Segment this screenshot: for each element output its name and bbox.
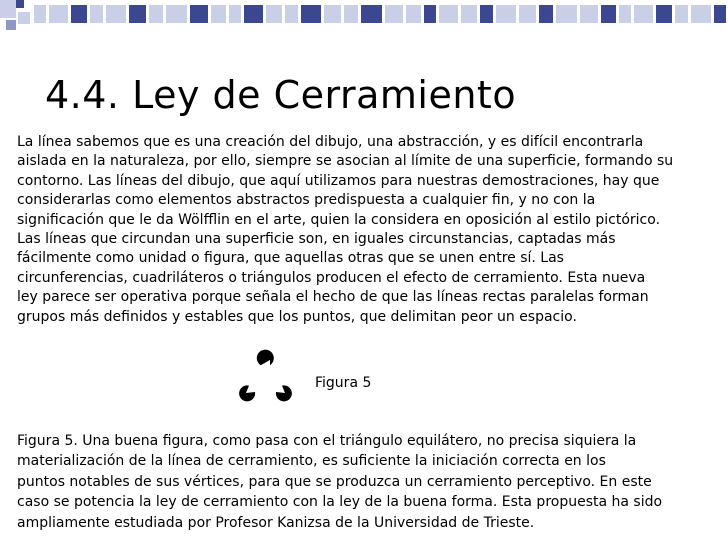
page-title: 4.4. Ley de Cerramiento <box>45 73 517 117</box>
strip-square <box>166 5 187 23</box>
strip-square <box>129 5 146 23</box>
figure-caption <box>17 431 725 533</box>
strip-square <box>691 5 711 23</box>
strip-square <box>49 5 68 23</box>
caption-line: ampliamente estudiada por Profesor Kanizsa de la Universidad de Trieste. <box>17 514 535 531</box>
caption-line: materialización de la línea de cerramiento, es suficiente la iniciación correcta en los <box>17 453 606 470</box>
decor-square <box>18 12 30 24</box>
strip-square <box>211 5 226 23</box>
body-line: ley parece ser operativa porque señala el hecho de que las líneas rectas paralelas forman <box>17 289 649 306</box>
strip-square <box>656 5 672 23</box>
strip-square <box>106 5 126 23</box>
strip-square <box>539 5 553 23</box>
strip-square <box>301 5 321 23</box>
body-line: Las líneas que circundan una superficie son, en iguales circunstancias, captadas más <box>17 231 616 248</box>
strip-square <box>266 5 282 23</box>
strip-square <box>556 5 577 23</box>
strip-square <box>244 5 263 23</box>
strip-square <box>580 5 598 23</box>
decor-square <box>16 0 24 8</box>
strip-square <box>34 5 46 23</box>
figure-label: Figura 5 <box>315 375 372 391</box>
kanizsa-triangle-figure <box>228 348 302 410</box>
strip-square <box>406 5 421 23</box>
strip-square <box>285 5 298 23</box>
strip-square <box>344 5 358 23</box>
body-line: significación que le da Wölfflin en el arte, quien la considera en oposición al estilo pictórico. <box>17 211 661 228</box>
body-line: La línea sabemos que es una creación del dibujo, una abstracción, y es difícil encontrarla <box>17 134 644 150</box>
decor-square <box>6 20 16 30</box>
strip-square <box>71 5 87 23</box>
strip-square <box>324 5 341 23</box>
caption-line: puntos notables de sus vértices, para que se produzca un cerramiento perceptivo. En este <box>17 473 652 490</box>
header-squares-strip <box>34 5 726 23</box>
strip-square <box>90 5 103 23</box>
body-line: circunferencias, cuadriláteros o triángulos producen el efecto de cerramiento. Esta nueva <box>17 269 646 286</box>
body-line: contorno. Las líneas del dibujo, que aquí utilizamos para nuestras demostraciones, hay que <box>17 172 660 189</box>
strip-square <box>714 5 726 23</box>
caption-line: caso se potencia la ley de cerramiento con la ley de la buena forma. Esta propuesta ha sido <box>17 494 663 511</box>
strip-square <box>149 5 163 23</box>
body-line: aislada en la naturaleza, por ello, siempre se asocian al límite de una superficie, formando su <box>17 153 674 170</box>
strip-square <box>634 5 653 23</box>
strip-square <box>480 5 493 23</box>
strip-square <box>519 5 536 23</box>
body-line: grupos más definidos y estables que los puntos, que delimitan peor un espacio. <box>17 308 577 325</box>
strip-square <box>675 5 688 23</box>
strip-square <box>229 5 241 23</box>
strip-square <box>385 5 403 23</box>
caption-line: Figura 5. Una buena figura, como pasa con el triángulo equilátero, no precisa siquiera la <box>17 433 637 449</box>
body-line: fácilmente como unidad o figura, que aquellas otras que se unen entre sí. Las <box>17 250 564 267</box>
strip-square <box>619 5 631 23</box>
body-line: considerarlas como elementos abstractos predispuesta a cualquier fin, y no con la <box>17 192 596 209</box>
strip-square <box>461 5 477 23</box>
strip-square <box>190 5 208 23</box>
bottom-right-inducer <box>276 385 292 401</box>
bottom-left-inducer <box>239 385 255 401</box>
decor-square <box>0 0 16 18</box>
strip-square <box>361 5 382 23</box>
strip-square <box>496 5 516 23</box>
top-inducer <box>257 350 274 366</box>
strip-square <box>439 5 458 23</box>
strip-square <box>424 5 436 23</box>
body-paragraph <box>17 133 725 327</box>
strip-square <box>601 5 616 23</box>
